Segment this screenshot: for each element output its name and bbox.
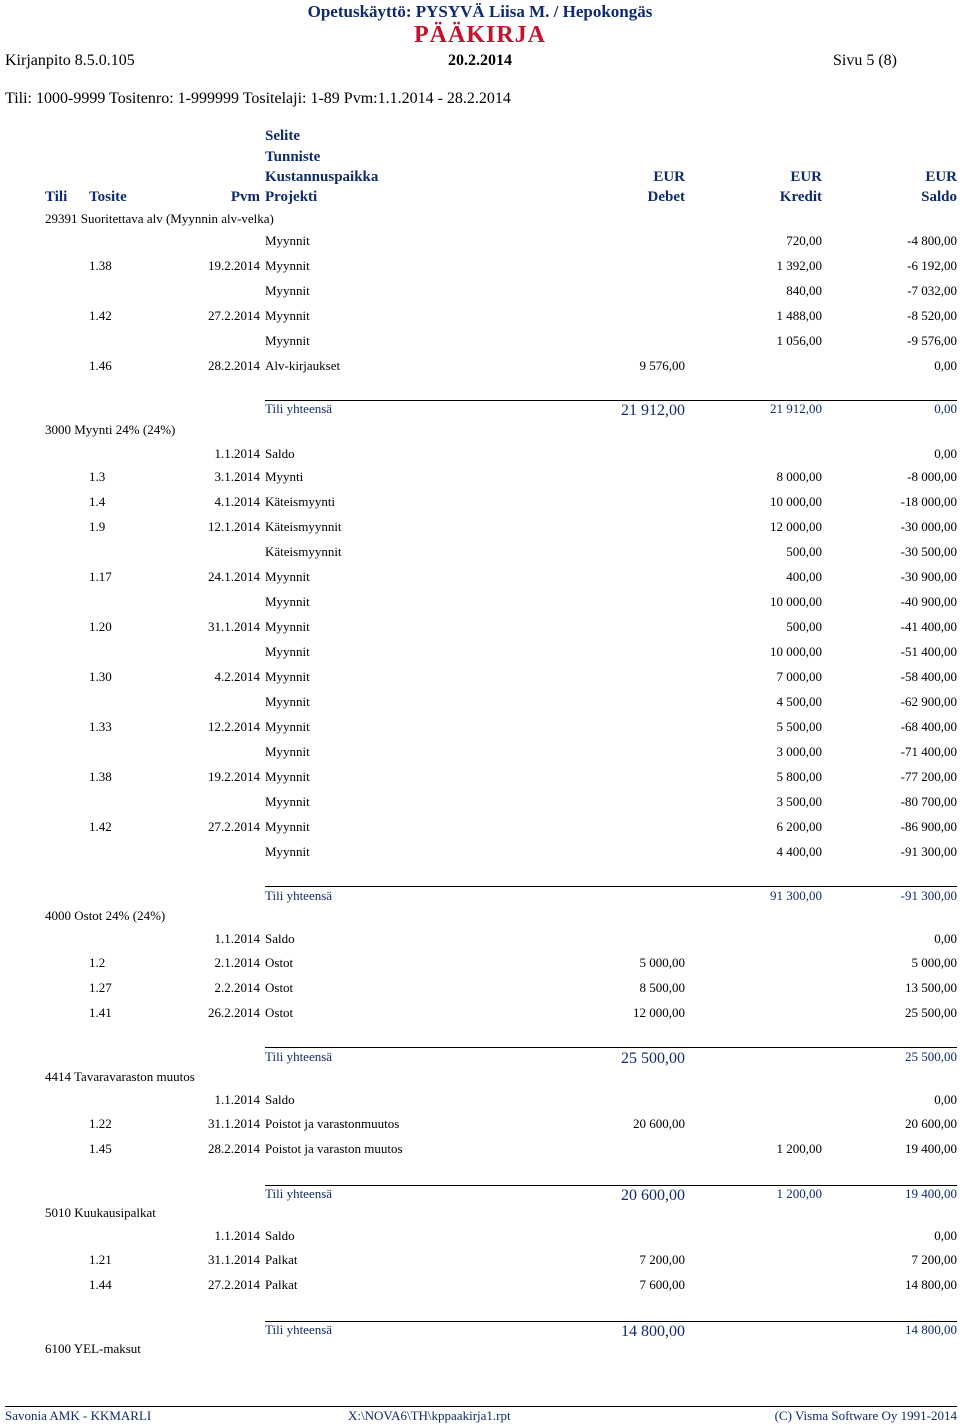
row-pvm: 1.1.2014 xyxy=(214,1092,260,1107)
row-tosite: 1.17 xyxy=(89,569,112,584)
row-pvm: 26.2.2014 xyxy=(208,1005,260,1020)
row-selite: Käteismyynnit xyxy=(265,544,342,559)
total-debet: 20 600,00 xyxy=(621,1187,685,1204)
row-kredit: 8 000,00 xyxy=(776,469,822,484)
footer-rule xyxy=(5,1406,957,1407)
row-selite: Saldo xyxy=(265,931,295,946)
row-saldo: -4 800,00 xyxy=(907,233,957,248)
row-saldo: -30 900,00 xyxy=(900,569,957,584)
row-saldo: -80 700,00 xyxy=(900,794,957,809)
row-pvm: 19.2.2014 xyxy=(208,769,260,784)
row-selite: Käteismyynti xyxy=(265,494,336,509)
row-tosite: 1.42 xyxy=(89,308,112,323)
row-debet: 5 000,00 xyxy=(639,955,685,970)
row-pvm: 12.2.2014 xyxy=(208,719,260,734)
row-tosite: 1.46 xyxy=(89,358,112,373)
row-saldo: 14 800,00 xyxy=(905,1277,957,1292)
account-title: 3000 Myynti 24% (24%) xyxy=(45,422,176,437)
col-projekti: Projekti xyxy=(265,189,318,205)
row-tosite: 1.9 xyxy=(89,519,106,534)
row-saldo: -8 000,00 xyxy=(907,469,957,484)
row-selite: Palkat xyxy=(265,1277,298,1292)
filter-line: Tili: 1000-9999 Tositenro: 1-999999 Tositelaji: 1-89 Pvm:1.1.2014 - 28.2.2014 xyxy=(5,90,511,107)
row-saldo: -51 400,00 xyxy=(900,644,957,659)
row-kredit: 1 392,00 xyxy=(776,258,822,273)
row-tosite: 1.33 xyxy=(89,719,112,734)
row-selite: Myynnit xyxy=(265,769,310,784)
col-tili: Tili xyxy=(45,189,68,205)
footer-left: Savonia AMK - KKMARLI xyxy=(5,1408,152,1423)
row-saldo: 0,00 xyxy=(934,931,957,946)
row-saldo: -30 500,00 xyxy=(900,544,957,559)
row-debet: 9 576,00 xyxy=(639,358,685,373)
row-pvm: 27.2.2014 xyxy=(208,1277,260,1292)
row-saldo: 5 000,00 xyxy=(911,955,957,970)
row-selite: Ostot xyxy=(265,1005,294,1020)
total-saldo: 0,00 xyxy=(934,401,957,416)
row-pvm: 3.1.2014 xyxy=(214,469,260,484)
total-rule xyxy=(265,1185,957,1186)
row-tosite: 1.22 xyxy=(89,1116,112,1131)
total-saldo: 14 800,00 xyxy=(905,1322,957,1337)
row-saldo: -30 000,00 xyxy=(900,519,957,534)
row-tosite: 1.45 xyxy=(89,1141,112,1156)
row-selite: Myynnit xyxy=(265,333,310,348)
total-saldo: -91 300,00 xyxy=(900,888,957,903)
row-selite: Alv-kirjaukset xyxy=(265,358,341,373)
row-kredit: 500,00 xyxy=(786,544,822,559)
row-pvm: 4.2.2014 xyxy=(214,669,260,684)
col-selite: Selite xyxy=(265,128,300,144)
total-label: Tili yhteensä xyxy=(265,1049,333,1064)
row-pvm: 12.1.2014 xyxy=(208,519,260,534)
row-selite: Myynnit xyxy=(265,694,310,709)
row-kredit: 3 000,00 xyxy=(776,744,822,759)
row-kredit: 10 000,00 xyxy=(770,594,822,609)
app-version: Kirjanpito 8.5.0.105 xyxy=(5,52,135,69)
row-tosite: 1.38 xyxy=(89,258,112,273)
account-title: 4414 Tavaravaraston muutos xyxy=(45,1069,195,1084)
col-tunniste: Tunniste xyxy=(265,149,321,165)
row-tosite: 1.3 xyxy=(89,469,106,484)
row-tosite: 1.21 xyxy=(89,1252,112,1267)
row-selite: Myynnit xyxy=(265,844,310,859)
row-kredit: 1 056,00 xyxy=(776,333,822,348)
row-pvm: 1.1.2014 xyxy=(214,446,260,461)
total-rule xyxy=(265,1321,957,1322)
row-selite: Myynnit xyxy=(265,619,310,634)
col-saldo: Saldo xyxy=(921,189,957,205)
row-pvm: 27.2.2014 xyxy=(208,819,260,834)
row-saldo: -62 900,00 xyxy=(900,694,957,709)
account-title: 6100 YEL-maksut xyxy=(45,1341,141,1356)
row-kredit: 720,00 xyxy=(786,233,822,248)
total-debet: 21 912,00 xyxy=(621,402,685,419)
row-kredit: 500,00 xyxy=(786,619,822,634)
row-pvm: 31.1.2014 xyxy=(208,1252,260,1267)
row-kredit: 840,00 xyxy=(786,283,822,298)
row-saldo: 0,00 xyxy=(934,446,957,461)
row-saldo: 25 500,00 xyxy=(905,1005,957,1020)
row-saldo: 0,00 xyxy=(934,358,957,373)
row-saldo: -68 400,00 xyxy=(900,719,957,734)
row-selite: Myynnit xyxy=(265,819,310,834)
row-tosite: 1.2 xyxy=(89,955,106,970)
row-kredit: 400,00 xyxy=(786,569,822,584)
row-selite: Myynnit xyxy=(265,569,310,584)
col-eur-saldo: EUR xyxy=(925,169,957,185)
col-tosite: Tosite xyxy=(89,189,127,205)
row-selite: Saldo xyxy=(265,1092,295,1107)
row-saldo: 0,00 xyxy=(934,1228,957,1243)
row-selite: Saldo xyxy=(265,1228,295,1243)
row-tosite: 1.38 xyxy=(89,769,112,784)
row-kredit: 6 200,00 xyxy=(776,819,822,834)
row-selite: Poistot ja varastonmuutos xyxy=(265,1116,400,1131)
row-selite: Myynnit xyxy=(265,233,310,248)
row-saldo: -91 300,00 xyxy=(900,844,957,859)
row-selite: Saldo xyxy=(265,446,295,461)
total-debet: 14 800,00 xyxy=(621,1323,685,1340)
row-kredit: 12 000,00 xyxy=(770,519,822,534)
row-selite: Ostot xyxy=(265,980,294,995)
footer-right: (C) Visma Software Oy 1991-2014 xyxy=(774,1408,957,1423)
row-selite: Myynnit xyxy=(265,644,310,659)
row-pvm: 28.2.2014 xyxy=(208,358,260,373)
account-title: 4000 Ostot 24% (24%) xyxy=(45,908,166,923)
row-kredit: 1 200,00 xyxy=(776,1141,822,1156)
row-saldo: 19 400,00 xyxy=(905,1141,957,1156)
row-tosite: 1.27 xyxy=(89,980,112,995)
row-kredit: 10 000,00 xyxy=(770,644,822,659)
row-debet: 8 500,00 xyxy=(639,980,685,995)
row-saldo: -86 900,00 xyxy=(900,819,957,834)
account-title: 29391 Suoritettava alv (Myynnin alv-velka) xyxy=(45,211,274,226)
row-selite: Myynnit xyxy=(265,283,310,298)
row-tosite: 1.4 xyxy=(89,494,106,509)
total-kredit: 91 300,00 xyxy=(770,888,822,903)
col-eur-debet: EUR xyxy=(653,169,685,185)
row-pvm: 31.1.2014 xyxy=(208,619,260,634)
row-debet: 12 000,00 xyxy=(633,1005,685,1020)
row-selite: Poistot ja varaston muutos xyxy=(265,1141,403,1156)
total-rule xyxy=(265,1047,957,1048)
col-debet: Debet xyxy=(647,189,685,205)
total-saldo: 19 400,00 xyxy=(905,1186,957,1201)
row-debet: 7 600,00 xyxy=(639,1277,685,1292)
row-saldo: 0,00 xyxy=(934,1092,957,1107)
row-tosite: 1.41 xyxy=(89,1005,112,1020)
footer-center: X:\NOVA6\TH\kppaakirja1.rpt xyxy=(348,1408,511,1423)
row-debet: 7 200,00 xyxy=(639,1252,685,1267)
col-pvm: Pvm xyxy=(230,189,260,205)
total-kredit: 21 912,00 xyxy=(770,401,822,416)
total-label: Tili yhteensä xyxy=(265,1186,333,1201)
row-pvm: 1.1.2014 xyxy=(214,1228,260,1243)
account-title: 5010 Kuukausipalkat xyxy=(45,1205,156,1220)
total-debet: 25 500,00 xyxy=(621,1050,685,1067)
row-tosite: 1.30 xyxy=(89,669,112,684)
total-kredit: 1 200,00 xyxy=(776,1186,822,1201)
row-saldo: -41 400,00 xyxy=(900,619,957,634)
row-saldo: -71 400,00 xyxy=(900,744,957,759)
row-selite: Palkat xyxy=(265,1252,298,1267)
row-tosite: 1.20 xyxy=(89,619,112,634)
row-selite: Käteismyynnit xyxy=(265,519,342,534)
row-kredit: 7 000,00 xyxy=(776,669,822,684)
row-pvm: 2.2.2014 xyxy=(214,980,260,995)
row-kredit: 1 488,00 xyxy=(776,308,822,323)
row-pvm: 1.1.2014 xyxy=(214,931,260,946)
report-title: PÄÄKIRJA xyxy=(414,22,546,48)
row-saldo: -7 032,00 xyxy=(907,283,957,298)
row-tosite: 1.42 xyxy=(89,819,112,834)
total-label: Tili yhteensä xyxy=(265,888,333,903)
row-kredit: 5 800,00 xyxy=(776,769,822,784)
col-kredit: Kredit xyxy=(779,189,822,205)
col-eur-kredit: EUR xyxy=(790,169,822,185)
row-selite: Myynnit xyxy=(265,669,310,684)
row-pvm: 24.1.2014 xyxy=(208,569,260,584)
row-selite: Myynnit xyxy=(265,308,310,323)
row-saldo: -8 520,00 xyxy=(907,308,957,323)
row-saldo: 20 600,00 xyxy=(905,1116,957,1131)
row-pvm: 2.1.2014 xyxy=(214,955,260,970)
row-saldo: -77 200,00 xyxy=(900,769,957,784)
row-selite: Ostot xyxy=(265,955,294,970)
row-saldo: -58 400,00 xyxy=(900,669,957,684)
row-pvm: 27.2.2014 xyxy=(208,308,260,323)
row-pvm: 19.2.2014 xyxy=(208,258,260,273)
row-kredit: 10 000,00 xyxy=(770,494,822,509)
total-rule xyxy=(265,886,957,887)
row-selite: Myynnit xyxy=(265,594,310,609)
row-selite: Myynnit xyxy=(265,258,310,273)
total-saldo: 25 500,00 xyxy=(905,1049,957,1064)
page-number: Sivu 5 (8) xyxy=(833,52,897,69)
row-pvm: 28.2.2014 xyxy=(208,1141,260,1156)
row-kredit: 5 500,00 xyxy=(776,719,822,734)
row-pvm: 4.1.2014 xyxy=(214,494,260,509)
total-label: Tili yhteensä xyxy=(265,1322,333,1337)
total-label: Tili yhteensä xyxy=(265,401,333,416)
row-selite: Myynnit xyxy=(265,719,310,734)
row-saldo: -9 576,00 xyxy=(907,333,957,348)
report-subtitle: Opetuskäyttö: PYSYVÄ Liisa M. / Hepokongäs xyxy=(307,2,653,21)
row-selite: Myynnit xyxy=(265,794,310,809)
total-rule xyxy=(265,400,957,401)
print-date: 20.2.2014 xyxy=(448,52,512,69)
row-saldo: 7 200,00 xyxy=(911,1252,957,1267)
row-pvm: 31.1.2014 xyxy=(208,1116,260,1131)
row-kredit: 3 500,00 xyxy=(776,794,822,809)
row-debet: 20 600,00 xyxy=(633,1116,685,1131)
row-saldo: -40 900,00 xyxy=(900,594,957,609)
row-saldo: -6 192,00 xyxy=(907,258,957,273)
row-saldo: 13 500,00 xyxy=(905,980,957,995)
row-kredit: 4 500,00 xyxy=(776,694,822,709)
row-kredit: 4 400,00 xyxy=(776,844,822,859)
row-saldo: -18 000,00 xyxy=(900,494,957,509)
row-selite: Myynnit xyxy=(265,744,310,759)
col-kustannuspaikka: Kustannuspaikka xyxy=(265,169,379,185)
row-tosite: 1.44 xyxy=(89,1277,112,1292)
row-selite: Myynti xyxy=(265,469,304,484)
